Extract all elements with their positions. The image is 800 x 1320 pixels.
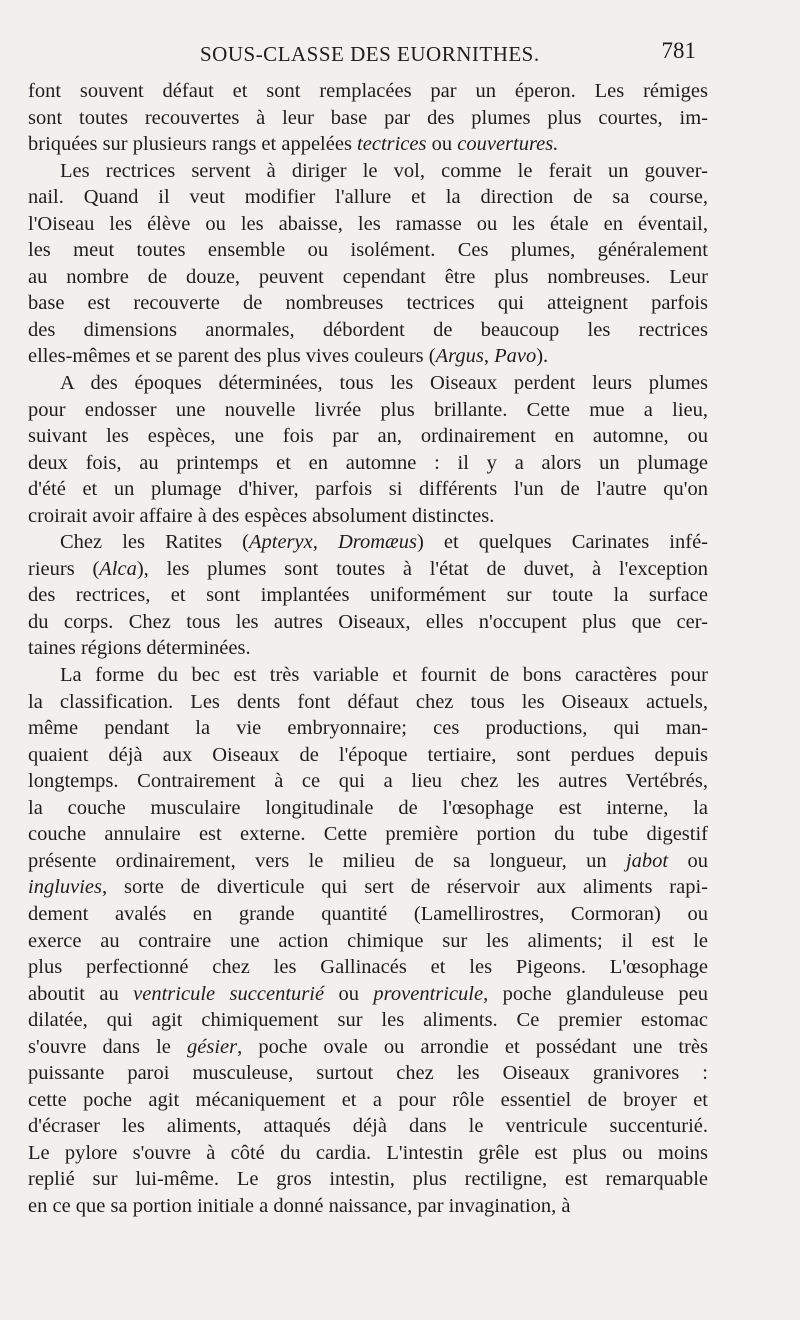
text-line: au nombre de douze, peuvent cependant être plus nombreuses. Leur — [28, 265, 708, 288]
text-line: croirait avoir affaire à des espèces absolument distinctes. — [28, 504, 495, 527]
paragraph — [28, 662, 708, 1219]
italic-term: proventricule — [373, 982, 484, 1005]
text-line: A des époques déterminées, tous les Oiseaux perdent leurs plumes — [60, 372, 708, 395]
paragraph — [28, 529, 708, 662]
text-line: les meut toutes ensemble ou isolément. Ces plumes, généralement — [28, 239, 708, 262]
italic-term: Pavo — [494, 345, 537, 368]
text-line: La forme du bec est très variable et fournit de bons caractères pour — [60, 664, 708, 687]
text-line: d'été et un plumage d'hiver, parfois si différents l'un de l'autre qu'on — [28, 478, 708, 501]
text-line: en ce que sa portion initiale a donné naissance, par invagination, à — [28, 1194, 571, 1217]
text-line: deux fois, au printemps et en automne : il y a alors un plumage — [28, 451, 708, 474]
text-line: l'Oiseau les élève ou les abaisse, les ramasse ou les étale en éventail, — [28, 212, 708, 235]
text-line: la couche musculaire longitudinale de l'œsophage est interne, la — [28, 796, 708, 819]
text-line: même pendant la vie embryonnaire; ces productions, qui man- — [28, 717, 708, 740]
italic-term: gésier — [187, 1035, 238, 1058]
text-line: du corps. Chez tous les autres Oiseaux, elles n'occupent plus que cer- — [28, 610, 708, 633]
text-line: dilatée, qui agit chimiquement sur les aliments. Ce premier estomac — [28, 1009, 708, 1032]
text-line: aboutit au ventricule succenturié ou proventricule, poche glanduleuse peu — [28, 982, 708, 1005]
text-line: base est recouverte de nombreuses tectrices qui atteignent parfois — [28, 292, 708, 315]
text-line: des rectrices, et sont implantées uniformément sur toute la surface — [28, 584, 708, 607]
page-number: 781 — [661, 38, 696, 63]
paragraph — [28, 78, 708, 158]
text-line: exerce au contraire une action chimique sur les aliments; il est le — [28, 929, 708, 952]
italic-term: ventricule succenturié — [133, 982, 325, 1005]
italic-term: couvertures. — [457, 133, 559, 156]
text-line: briquées sur plusieurs rangs et appelées tectrices ou couvertures. — [28, 133, 559, 156]
italic-term: Dromæus — [337, 531, 417, 554]
text-line: s'ouvre dans le gésier, poche ovale ou arrondie et possédant une très — [28, 1035, 709, 1058]
text-line: d'écraser les aliments, attaqués déjà dans le ventricule succenturié. — [28, 1115, 708, 1138]
italic-term: Alca — [99, 557, 137, 580]
text-line: dement avalés en grande quantité (Lamellirostres, Cormoran) ou — [28, 902, 708, 925]
text-line: nail. Quand il veut modifier l'allure et la direction de sa course, — [28, 186, 708, 209]
text-line: pour endosser une nouvelle livrée plus brillante. Cette mue a lieu, — [28, 398, 708, 421]
italic-term: ingluvies — [28, 876, 103, 899]
text-line: rieurs (Alca), les plumes sont toutes à l'état de duvet, à l'exception — [28, 557, 708, 580]
paragraph — [28, 370, 708, 529]
italic-term: Apteryx — [248, 531, 313, 554]
text-line: font souvent défaut et sont remplacées par un éperon. Les rémiges — [28, 80, 708, 102]
text-line: longtemps. Contrairement à ce qui a lieu chez les autres Vertébrés, — [28, 770, 708, 793]
page-header — [30, 36, 700, 72]
text-line: Le pylore s'ouvre à côté du cardia. L'intestin grêle est plus ou moins — [28, 1141, 708, 1164]
text-line: Les rectrices servent à diriger le vol, comme le ferait un gouver- — [60, 159, 708, 182]
text-line: cette poche agit mécaniquement et a pour rôle essentiel de broyer et — [28, 1088, 708, 1111]
text-line: des dimensions anormales, débordent de beaucoup les rectrices — [28, 318, 708, 341]
text-line: couche annulaire est externe. Cette première portion du tube digestif — [28, 823, 708, 846]
text-line: suivant les espèces, une fois par an, ordinairement en automne, ou — [28, 425, 708, 448]
text-line: elles-mêmes et se parent des plus vives couleurs (Argus, Pavo). — [28, 345, 549, 368]
text-line: taines régions déterminées. — [28, 637, 251, 660]
text-line: Chez les Ratites (Apteryx, Dromæus) et quelques Carinates infé- — [60, 531, 708, 554]
text-line: puissante paroi musculeuse, surtout chez les Oiseaux granivores : — [28, 1062, 708, 1085]
text-line: plus perfectionné chez les Gallinacés et les Pigeons. L'œsophage — [28, 956, 708, 979]
paragraph — [28, 158, 708, 370]
italic-term: Argus — [435, 345, 484, 368]
running-head: SOUS-CLASSE DES EUORNITHES. — [200, 42, 540, 66]
body-text — [28, 78, 708, 1220]
text-line: présente ordinairement, vers le milieu de sa longueur, un jabot ou — [28, 849, 708, 872]
text-line: replié sur lui-même. Le gros intestin, plus rectiligne, est remarquable — [28, 1168, 708, 1191]
text-line: quaient déjà aux Oiseaux de l'époque tertiaire, sont perdues depuis — [28, 743, 708, 766]
text-line: ingluvies, sorte de diverticule qui sert de réservoir aux aliments rapi- — [28, 876, 708, 899]
italic-term: tectrices — [357, 133, 427, 156]
text-line: sont toutes recouvertes à leur base par des plumes plus courtes, im- — [28, 106, 708, 129]
text-line: la classification. Les dents font défaut chez tous les Oiseaux actuels, — [28, 690, 708, 713]
italic-term: jabot — [625, 849, 669, 872]
